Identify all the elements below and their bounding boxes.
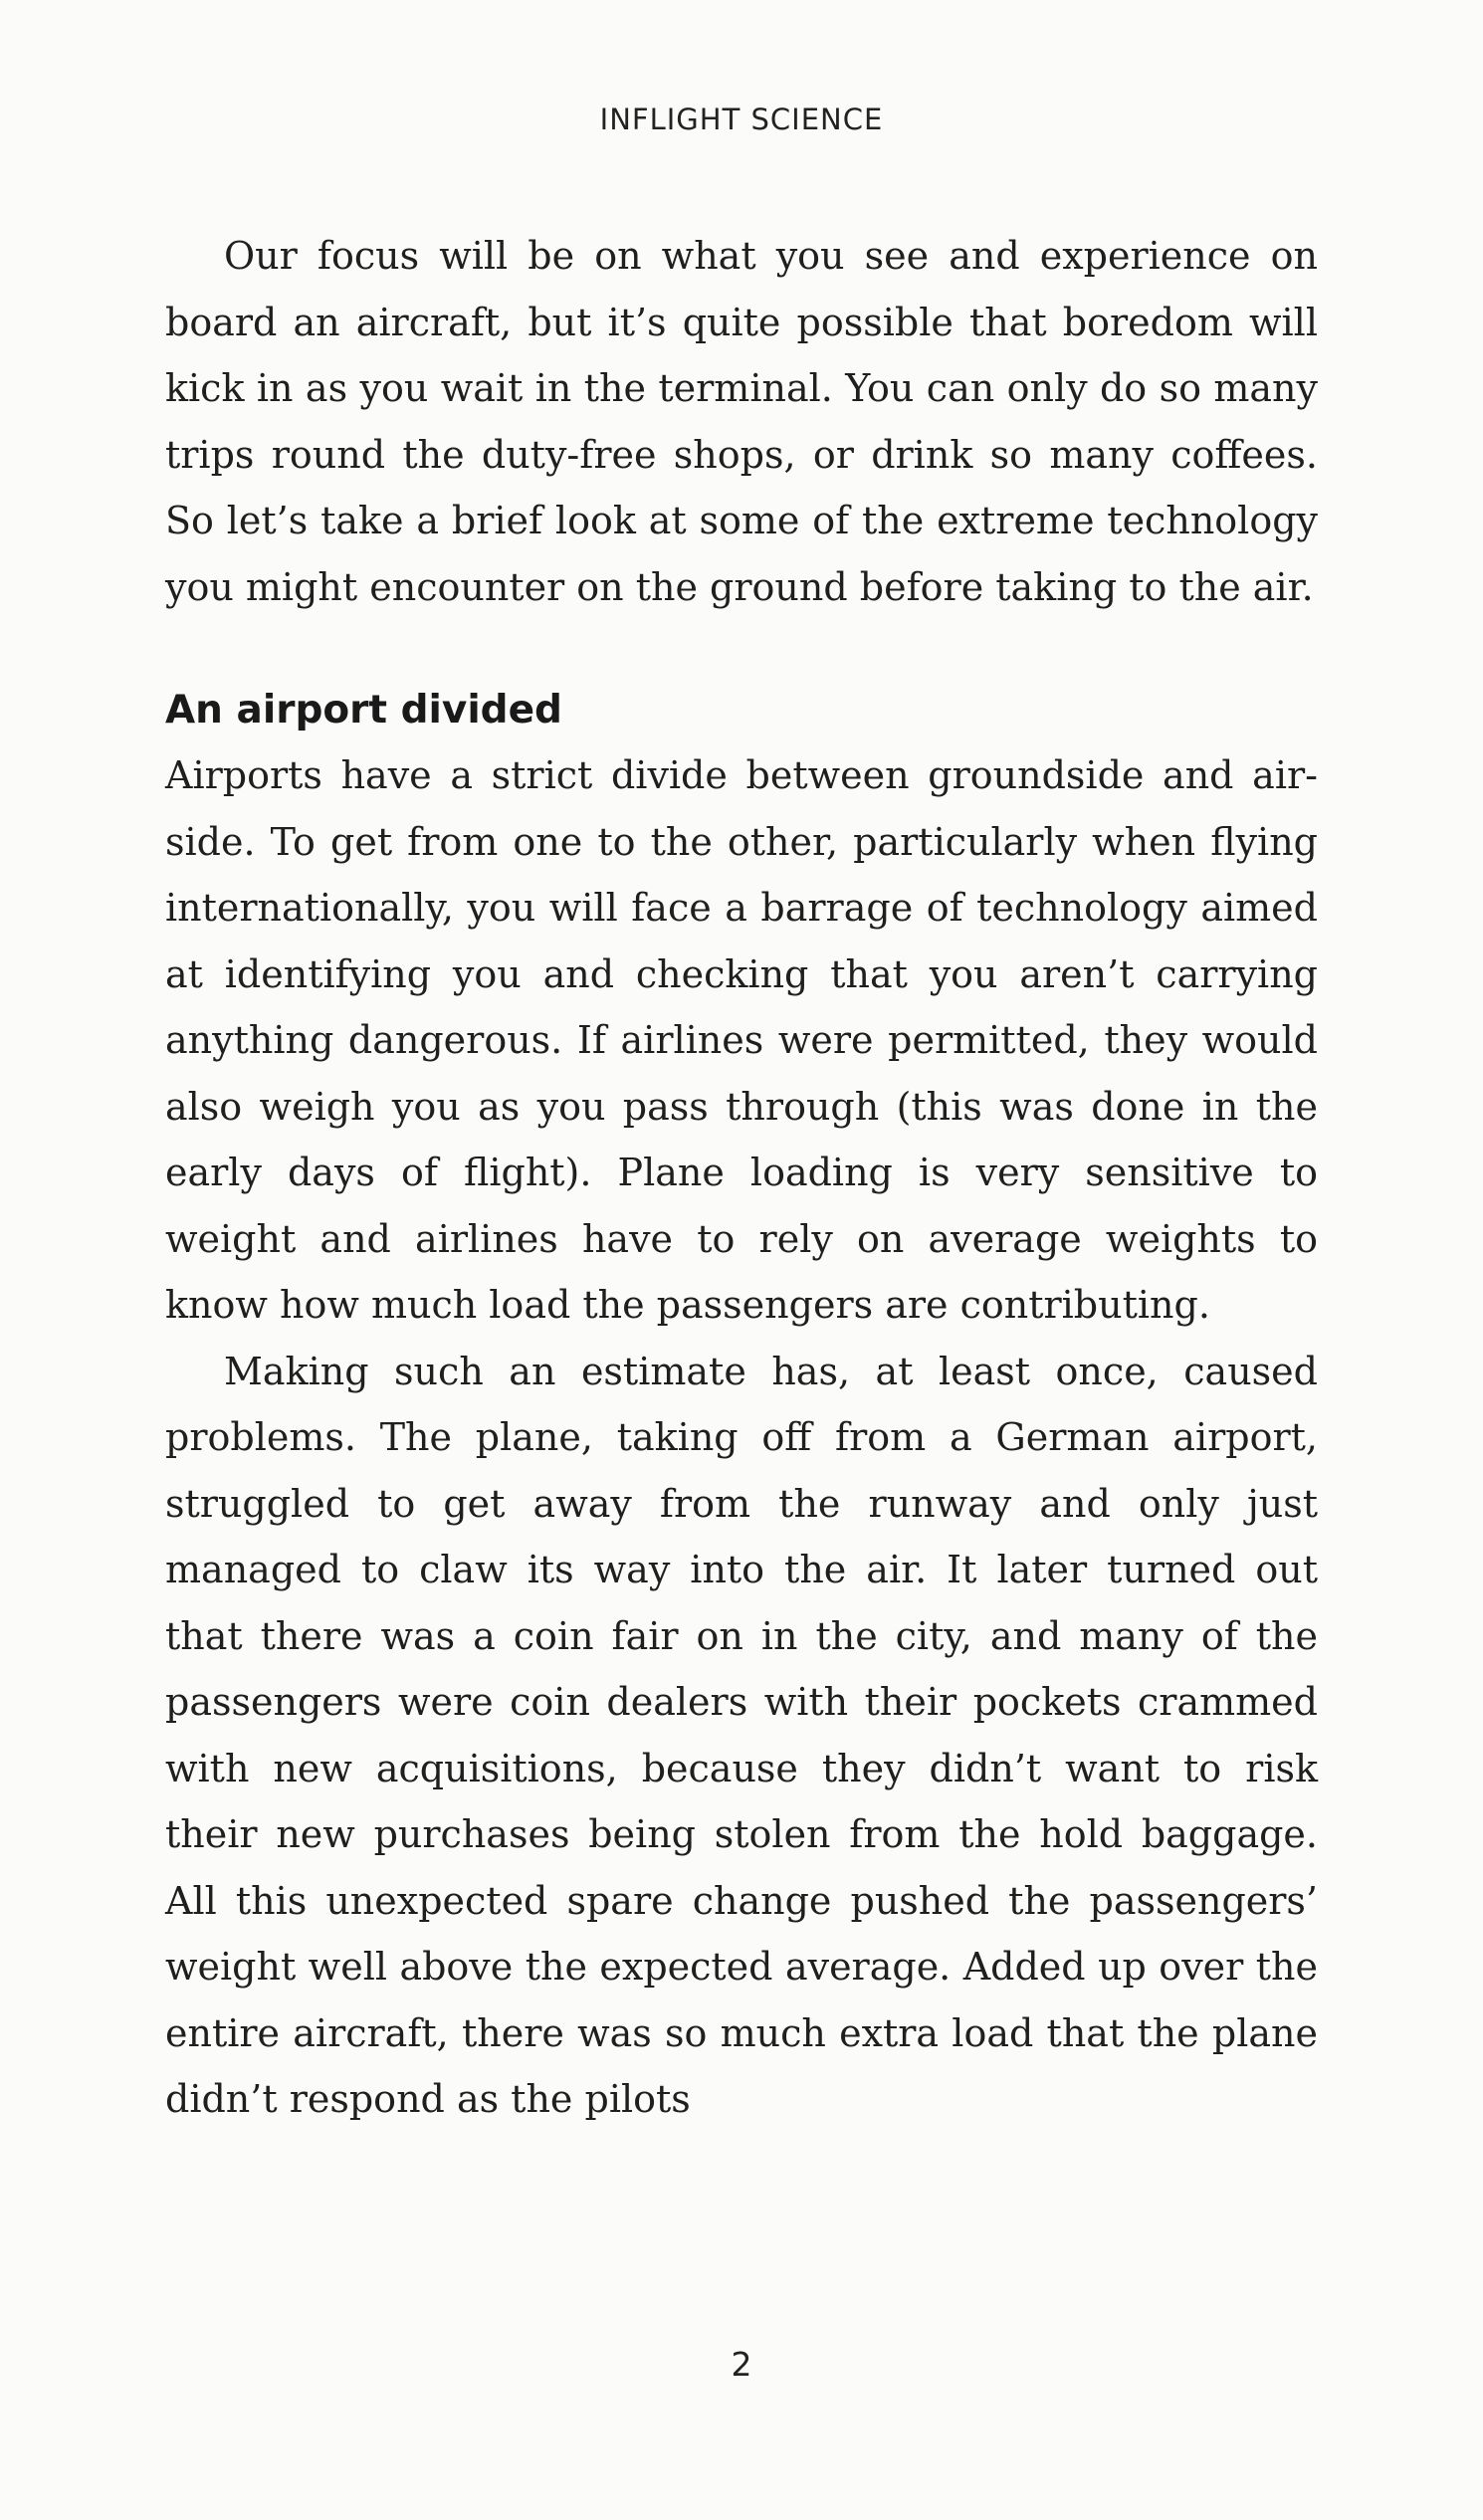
running-header: INFLIGHT SCIENCE [599,103,884,136]
section-heading: An airport divided [165,688,562,733]
body-text [165,223,1318,2133]
page-number: 2 [731,2345,752,2384]
paragraph-airport-divide: Airports have a strict divide between groundside and airside. To get from one to the other, particularly when flying internationally, you will face a barrage of technology aimed at identifying you and checking that you aren’t carrying anything dangerous. If airlines were permitted, they would also weigh you as you pass through (this was done in the early days of flight). Plane loading is very sensitive to weight and airlines have to rely on average weights to know how much load the passengers are contributing. [165,753,1318,1327]
paragraph-intro: Our focus will be on what you see and experience on board an aircraft, but it’s quite possible that boredom will kick in as you wait in the terminal. You can only do so many trips round the duty-free shops, or drink so many coffees. So let’s take a brief look at some of the extreme technology you might encounter on the ground before taking to the air. [165,234,1318,609]
paragraph-coin-fair: Making such an estimate has, at least once, caused problems. The plane, taking off from a German airport, struggled to get away from the runway and only just managed to claw its way into the air. It later turned out that there was a coin fair on in the city, and many of the passengers were coin dealers with their pockets crammed with new acquisitions, because they didn’t want to risk their new purchases being stolen from the hold baggage. All this unexpected spare change pushed the passengers’ weight well above the expected average. Added up over the entire aircraft, there was so much extra load that the plane didn’t respond as the pilots [165,1349,1318,2121]
